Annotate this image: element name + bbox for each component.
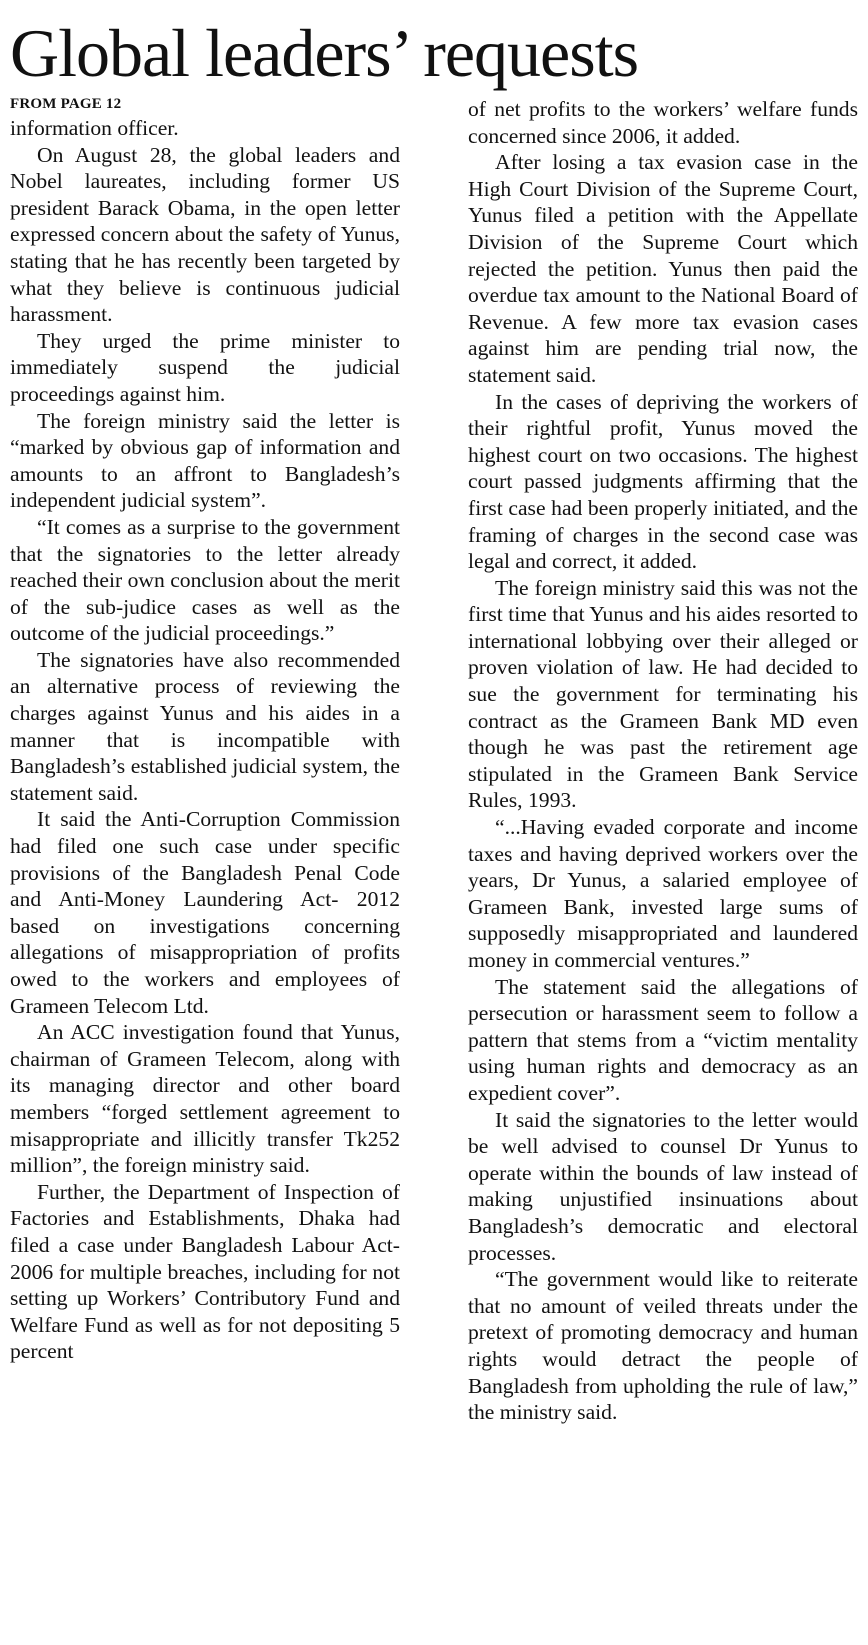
jump-label: FROM PAGE 12 (10, 96, 122, 112)
paragraph: They urged the prime minister to immediately suspend the judicial proceedings against him. (10, 328, 400, 406)
paragraph: In the cases of depriving the workers of their rightful profit, Yunus moved the highest court on two occasions. The highest court passed judgments affirming that the first case had been properly initiated, and the framing of charges in the second case was legal and correct, it added. (468, 389, 858, 574)
paragraph: The foreign ministry said this was not the first time that Yunus and his aides resorted to international lobbying over their alleged or proven violation of law. He had decided to sue the government for terminating his contract as the Grameen Bank MD even though he was past the retirement age stipulated in the Grameen Bank Service Rules, 1993. (468, 575, 858, 813)
article-columns (10, 96, 858, 1426)
paragraph: The foreign ministry said the letter is “marked by obvious gap of information and amounts to an affront to Bangladesh’s independent judicial system”. (10, 408, 400, 513)
paragraph: information officer. (10, 116, 179, 140)
paragraph: “The government would like to reiterate that no amount of veiled threats under the pretext of promoting democracy and human rights would detract the people of Bangladesh from upholding the rule of law,” the ministry said. (468, 1267, 858, 1425)
paragraph: of net profits to the workers’ welfare funds concerned since 2006, it added. (468, 97, 858, 148)
paragraph: “...Having evaded corporate and income taxes and having deprived workers over the years, Dr Yunus, a salaried employee of Grameen Bank, invested large sums of supposedly misappropriated and laundered money in commercial ventures.” (468, 815, 858, 972)
headline: Global leaders’ requests (10, 15, 639, 91)
paragraph: An ACC investigation found that Yunus, chairman of Grameen Telecom, along with its managing director and other board members “forged settlement agreement to misappropriate and illicitly transfer Tk252 million”, the foreign ministry said. (10, 1020, 400, 1178)
paragraph: On August 28, the global leaders and Nobel laureates, including former US president Barack Obama, in the open letter expressed concern about the safety of Yunus, stating that he has recently been targeted by what they believe is continuous judicial harassment. (10, 142, 400, 327)
paragraph: It said the signatories to the letter would be well advised to counsel Dr Yunus to operate within the bounds of law instead of making unjustified insinuations about Bangladesh’s democratic and electoral processes. (468, 1107, 858, 1265)
paragraph: It said the Anti-Corruption Commission had filed one such case under specific provisions of the Bangladesh Penal Code and Anti-Money Laundering Act- 2012 based on investigations concerning allegations of misappropriation of profits owed to the workers and employees of Grameen Telecom Ltd. (10, 807, 400, 1018)
paragraph: After losing a tax evasion case in the High Court Division of the Supreme Court, Yunus filed a petition with the Appellate Division of the Supreme Court which rejected the petition. Yunus then paid the overdue tax amount to the National Board of Revenue. A few more tax evasion cases against him are pending trial now, the statement said. (468, 150, 858, 387)
paragraph: The signatories have also recommended an alternative process of reviewing the charges against Yunus and his aides in a manner that is incompatible with Bangladesh’s established judicial system, the statement said. (10, 647, 400, 805)
column-right (468, 96, 858, 1426)
paragraph: The statement said the allegations of persecution or harassment seem to follow a pattern that stems from a “victim mentality using human rights and democracy as an expedient cover”. (468, 974, 858, 1105)
column-left (10, 96, 400, 1426)
paragraph: “It comes as a surprise to the government that the signatories to the letter already reached their own conclusion about the merit of the sub-judice cases as well as the outcome of the judicial proceedings.” (10, 514, 400, 646)
paragraph: Further, the Department of Inspection of Factories and Establishments, Dhaka had filed a case under Bangladesh Labour Act-2006 for multiple breaches, including for not setting up Workers’ Contributory Fund and Welfare Fund as well as for not depositing 5 percent (10, 1179, 400, 1364)
